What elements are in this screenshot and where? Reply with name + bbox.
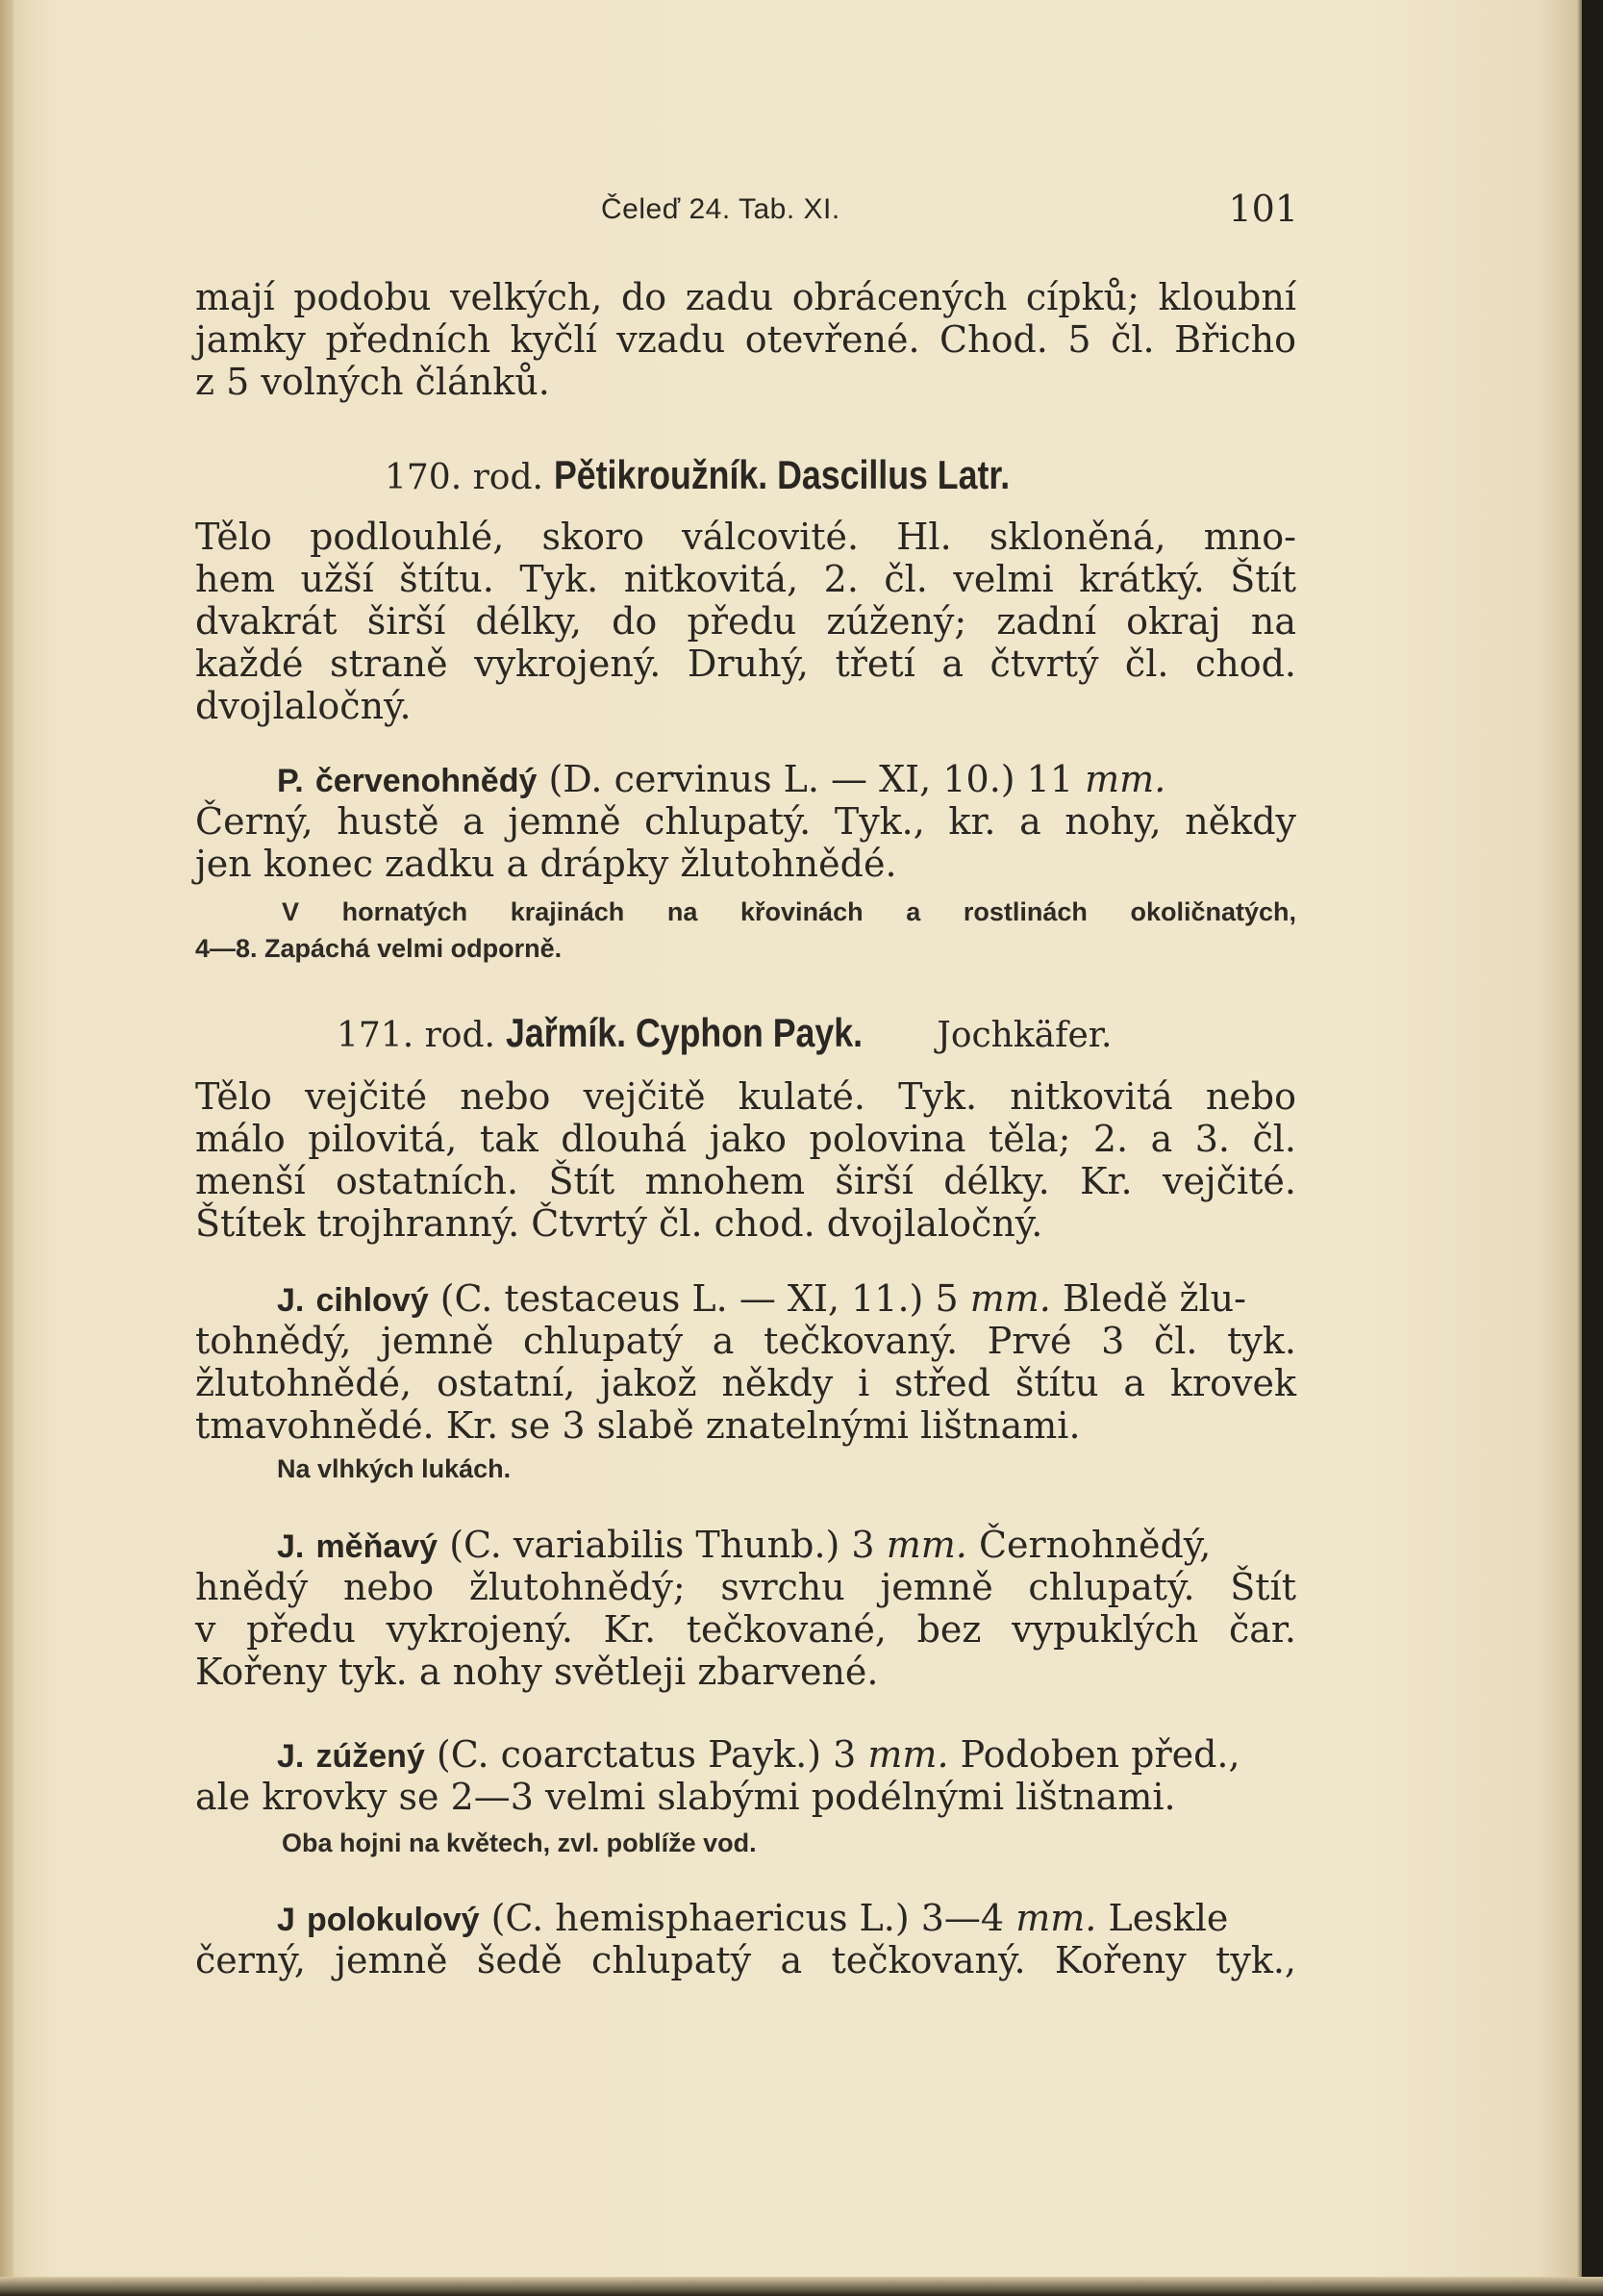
text-line: dvakrát širší délky, do předu zúžený; zadní okraj na <box>195 600 1296 643</box>
text-line: Tělo vejčité nebo vejčitě kulaté. Tyk. nitkovitá nebo <box>195 1075 1296 1118</box>
text-line: mají podobu velkých, do zadu obrácených cípků; kloubní <box>195 276 1296 318</box>
species-name: zúžený <box>315 1738 425 1775</box>
note-line: 4—8. Zapáchá velmi odporně. <box>195 934 563 963</box>
species-note <box>195 894 1296 967</box>
species-entry-heading <box>277 1897 1296 1941</box>
species-description <box>195 800 1296 885</box>
text-line: jamky předních kyčlí vzadu otevřené. Chod. 5 čl. Břicho <box>195 318 1296 361</box>
text-line: tmavohnědé. Kr. se 3 slabě znatelnými lištnami. <box>195 1404 1081 1447</box>
text-line: Tělo podlouhlé, skoro válcovité. Hl. skloněná, mno- <box>195 516 1296 558</box>
text-line: ale krovky se 2—3 velmi slabými podélnými lištnami. <box>195 1776 1176 1818</box>
species-name: měňavý <box>315 1528 438 1565</box>
genus-171-heading <box>337 1010 1112 1056</box>
species-description <box>195 1776 1296 1818</box>
species-entry-heading <box>277 758 1296 802</box>
species-abbr: J <box>277 1902 295 1938</box>
text-line: v předu vykrojený. Kr. tečkované, bez vypuklých čar. <box>195 1608 1296 1651</box>
page-edge-bottom <box>0 2277 1603 2296</box>
species-unit: mm. <box>969 1277 1051 1320</box>
intro-paragraph <box>195 276 1296 403</box>
species-description <box>195 1566 1296 1693</box>
species-details: (D. cervinus L. — XI, 10.) 11 <box>548 758 1074 800</box>
species-line-tail: Černohnědý, <box>978 1524 1212 1566</box>
species-details: (C. coarctatus Payk.) 3 <box>436 1733 857 1776</box>
genus-german-name: Jochkäfer. <box>937 1016 1113 1055</box>
text-line: málo pilovitá, tak dlouhá jako polovina těla; 2. a 3. čl. <box>195 1118 1296 1160</box>
page-spine-shadow <box>0 0 13 2296</box>
running-header <box>192 188 1298 236</box>
text-line: z 5 volných článků. <box>195 361 550 403</box>
species-note <box>195 1825 1296 1861</box>
page-number: 101 <box>1228 188 1298 230</box>
text-line: Černý, hustě a jemně chlupatý. Tyk., kr. a nohy, někdy <box>195 800 1296 843</box>
species-details: (C. testaceus L. — XI, 11.) 5 <box>439 1277 959 1320</box>
header-title: Čeleď 24. Tab. XI. <box>601 193 840 225</box>
species-details: (C. hemisphaericus L.) 3—4 <box>490 1897 1005 1939</box>
text-line: jen konec zadku a drápky žlutohnědé. <box>195 843 897 885</box>
note-line: V hornatých krajinách na křovinách a rostlinách okoličnatých, <box>282 897 1296 926</box>
genus-name: Jařmík. Cyphon Payk. <box>506 1010 864 1055</box>
species-line-tail: Leskle <box>1108 1897 1229 1939</box>
species-unit: mm. <box>1015 1897 1097 1939</box>
species-abbr: P. <box>277 763 304 799</box>
species-description <box>195 1320 1296 1447</box>
text-line: dvojlaločný. <box>195 685 412 727</box>
species-abbr: J. <box>277 1282 305 1319</box>
species-name: cihlový <box>315 1282 429 1319</box>
species-note <box>195 1451 1296 1487</box>
species-details: (C. variabilis Thunb.) 3 <box>449 1524 875 1566</box>
species-description <box>195 1939 1296 1981</box>
text-line: menší ostatních. Štít mnohem širší délky. Kr. vejčité. <box>195 1160 1296 1202</box>
species-unit: mm. <box>867 1733 949 1776</box>
genus-name: Pětikroužník. Dascillus Latr. <box>554 452 1011 497</box>
genus-number: 170. rod. <box>385 458 543 497</box>
species-name: polokulový <box>307 1902 480 1938</box>
text-line: tohnědý, jemně chlupatý a tečkovaný. Prvé 3 čl. tyk. <box>195 1320 1296 1362</box>
genus-171-description <box>195 1075 1296 1245</box>
species-entry-heading <box>277 1277 1296 1322</box>
species-entry-heading <box>277 1733 1296 1778</box>
species-unit: mm. <box>886 1524 967 1566</box>
species-entry-heading <box>277 1524 1296 1568</box>
species-name: červenohnědý <box>314 763 538 799</box>
genus-number: 171. rod. <box>337 1016 495 1055</box>
text-line: Štítek trojhranný. Čtvrtý čl. chod. dvojlaločný. <box>195 1202 1043 1245</box>
species-abbr: J. <box>277 1528 305 1565</box>
species-line-tail: Podoben před., <box>960 1733 1240 1776</box>
species-abbr: J. <box>277 1738 305 1775</box>
text-line: hem užší štítu. Tyk. nitkovitá, 2. čl. velmi krátký. Štít <box>195 558 1296 600</box>
note-line: Na vlhkých lukách. <box>277 1454 512 1483</box>
genus-170-description <box>195 516 1296 727</box>
text-line: každé straně vykrojený. Druhý, třetí a čtvrtý čl. chod. <box>195 643 1296 685</box>
text-line: hnědý nebo žlutohnědý; svrchu jemně chlupatý. Štít <box>195 1566 1296 1608</box>
text-line: žlutohnědé, ostatní, jakož někdy i střed štítu a krovek <box>195 1362 1296 1404</box>
text-line: černý, jemně šedě chlupatý a tečkovaný. Kořeny tyk., <box>195 1939 1296 1981</box>
page-edge-right <box>1582 0 1603 2296</box>
genus-170-heading <box>385 452 1090 498</box>
species-line-tail: Bledě žlu- <box>1062 1277 1246 1320</box>
species-unit: mm. <box>1085 758 1166 800</box>
text-line: Kořeny tyk. a nohy světleji zbarvené. <box>195 1651 879 1693</box>
note-line: Oba hojni na květech, zvl. poblíže vod. <box>282 1829 757 1857</box>
